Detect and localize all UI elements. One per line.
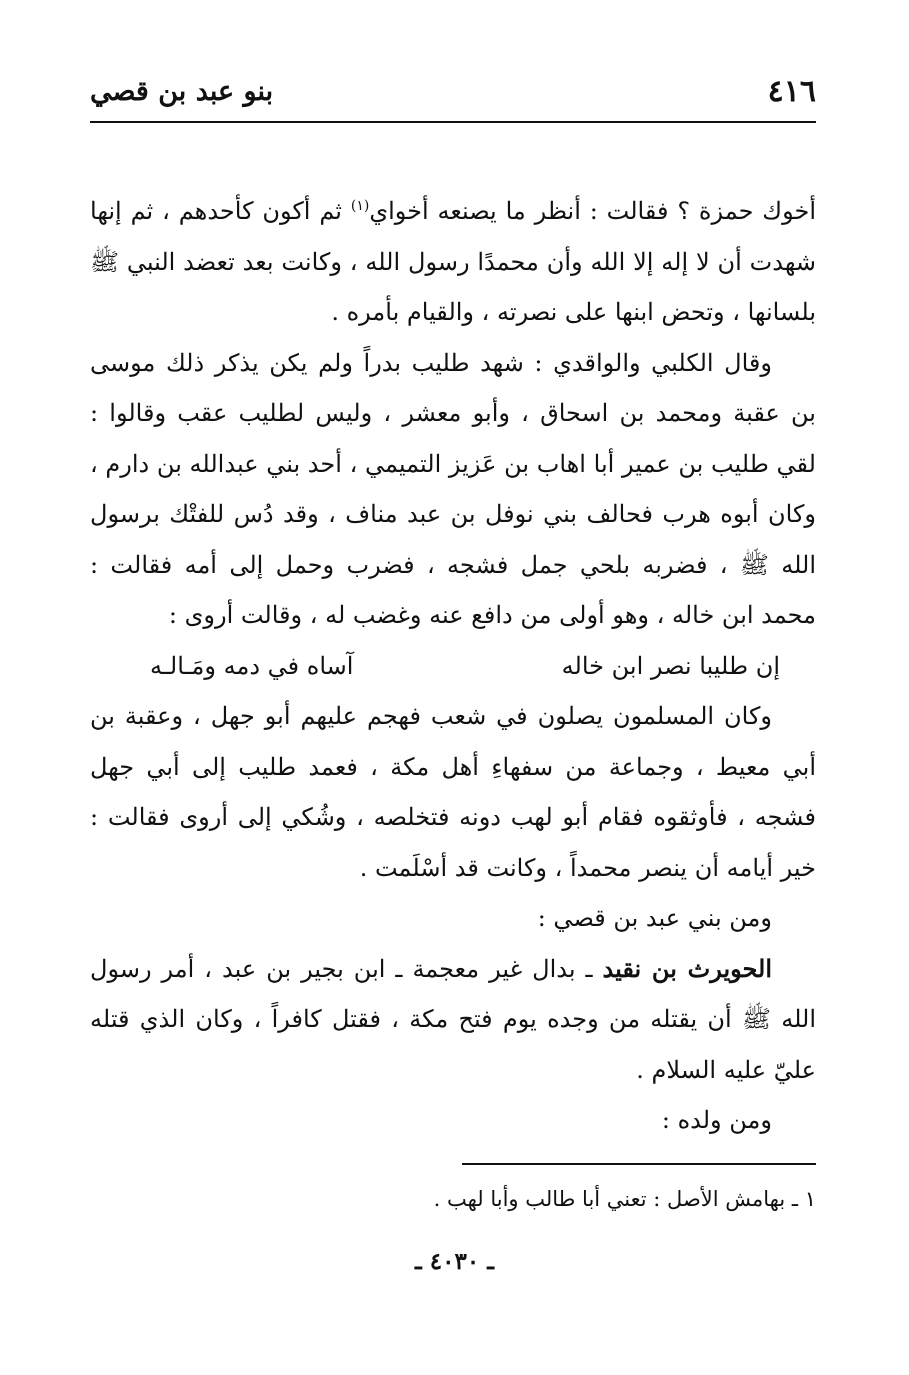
paragraph-1-continuation: ثم أكون كأحدهم ، ثم إنها شهدت أن لا إله إلا الله وأن محمدًا رسول الله ، وكانت بعد تعضد النبي ﷺ بلسانها ، وتحض ابنها على نصرته ، والقيام بأمره . bbox=[90, 197, 816, 326]
paragraph-4 bbox=[90, 944, 816, 1096]
verse-second-hemistich: آساه في دمه ومَـالـه bbox=[150, 651, 354, 680]
page-header bbox=[90, 70, 816, 118]
paragraph-2: وقال الكلبي والواقدي : شهد طليب بدراً ولم يكن يذكر ذلك موسى بن عقبة ومحمد بن اسحاق ، وأبو معشر ، وليس لطليب عقب وقالوا : لقي طليب بن عمير أبا اهاب بن عَزيز التميمي ، أحد بني عبدالله بن دارم ، وكان أبوه هرب فحالف بني نوفل بن عبد مناف ، وقد دُس للفتْك برسول الله ﷺ ، فضربه بلحي جمل فشجه ، فضرب وحمل إلى أمه فقالت : محمد ابن خاله ، وهو أولى من دافع عنه وغضب له ، وقالت أروى : bbox=[90, 348, 817, 629]
running-title: بنو عبد بن قصي bbox=[90, 76, 274, 107]
section-heading-descendants: ومن ولده : bbox=[661, 1106, 772, 1134]
person-name: الحويرث بن نقيد bbox=[602, 953, 772, 983]
header-divider bbox=[90, 121, 816, 123]
poetry-verse bbox=[150, 641, 816, 692]
page-number: ٤١٦ bbox=[767, 74, 816, 109]
paragraph-1-text: أخوك حمزة ؟ فقالت : أنظر ما يصنعه أخواي bbox=[369, 197, 816, 225]
paragraph-4-text: ـ بدال غير معجمة ـ ابن بجير بن عبد ، أمر رسول الله ﷺ أن يقتله من وجده يوم فتح مكة ، فقتل كافراً ، وكان الذي قتله عليّ عليه السلام . bbox=[90, 954, 817, 1084]
paragraph-3: وكان المسلمون يصلون في شعب فهجم عليهم أبو جهل ، وعقبة بن أبي معيط ، وجماعة من سفهاءِ أهل مكة ، فعمد طليب إلى أبي جهل فشجه ، فأوثقوه فقام أبو لهب دونه فتخلصه ، وشُكي إلى أروى فقالت : خير أيامه أن ينصر محمداً ، وكانت قد أسْلَمت . bbox=[90, 702, 817, 882]
paragraph-1 bbox=[90, 186, 816, 338]
verse-first-hemistich: إن طليبا نصر ابن خاله bbox=[561, 651, 780, 680]
sequence-number: ـ ٤٠٣٠ ـ bbox=[415, 1248, 494, 1275]
section-heading-bani-abd: ومن بني عبد بن قصي : bbox=[537, 904, 772, 932]
footnote-reference: (١) bbox=[350, 198, 370, 214]
footnote: ١ ـ بهامش الأصل : تعني أبا طالب وأبا لهب . bbox=[433, 1187, 816, 1211]
footnote-divider bbox=[462, 1163, 816, 1165]
main-text bbox=[90, 186, 816, 1146]
